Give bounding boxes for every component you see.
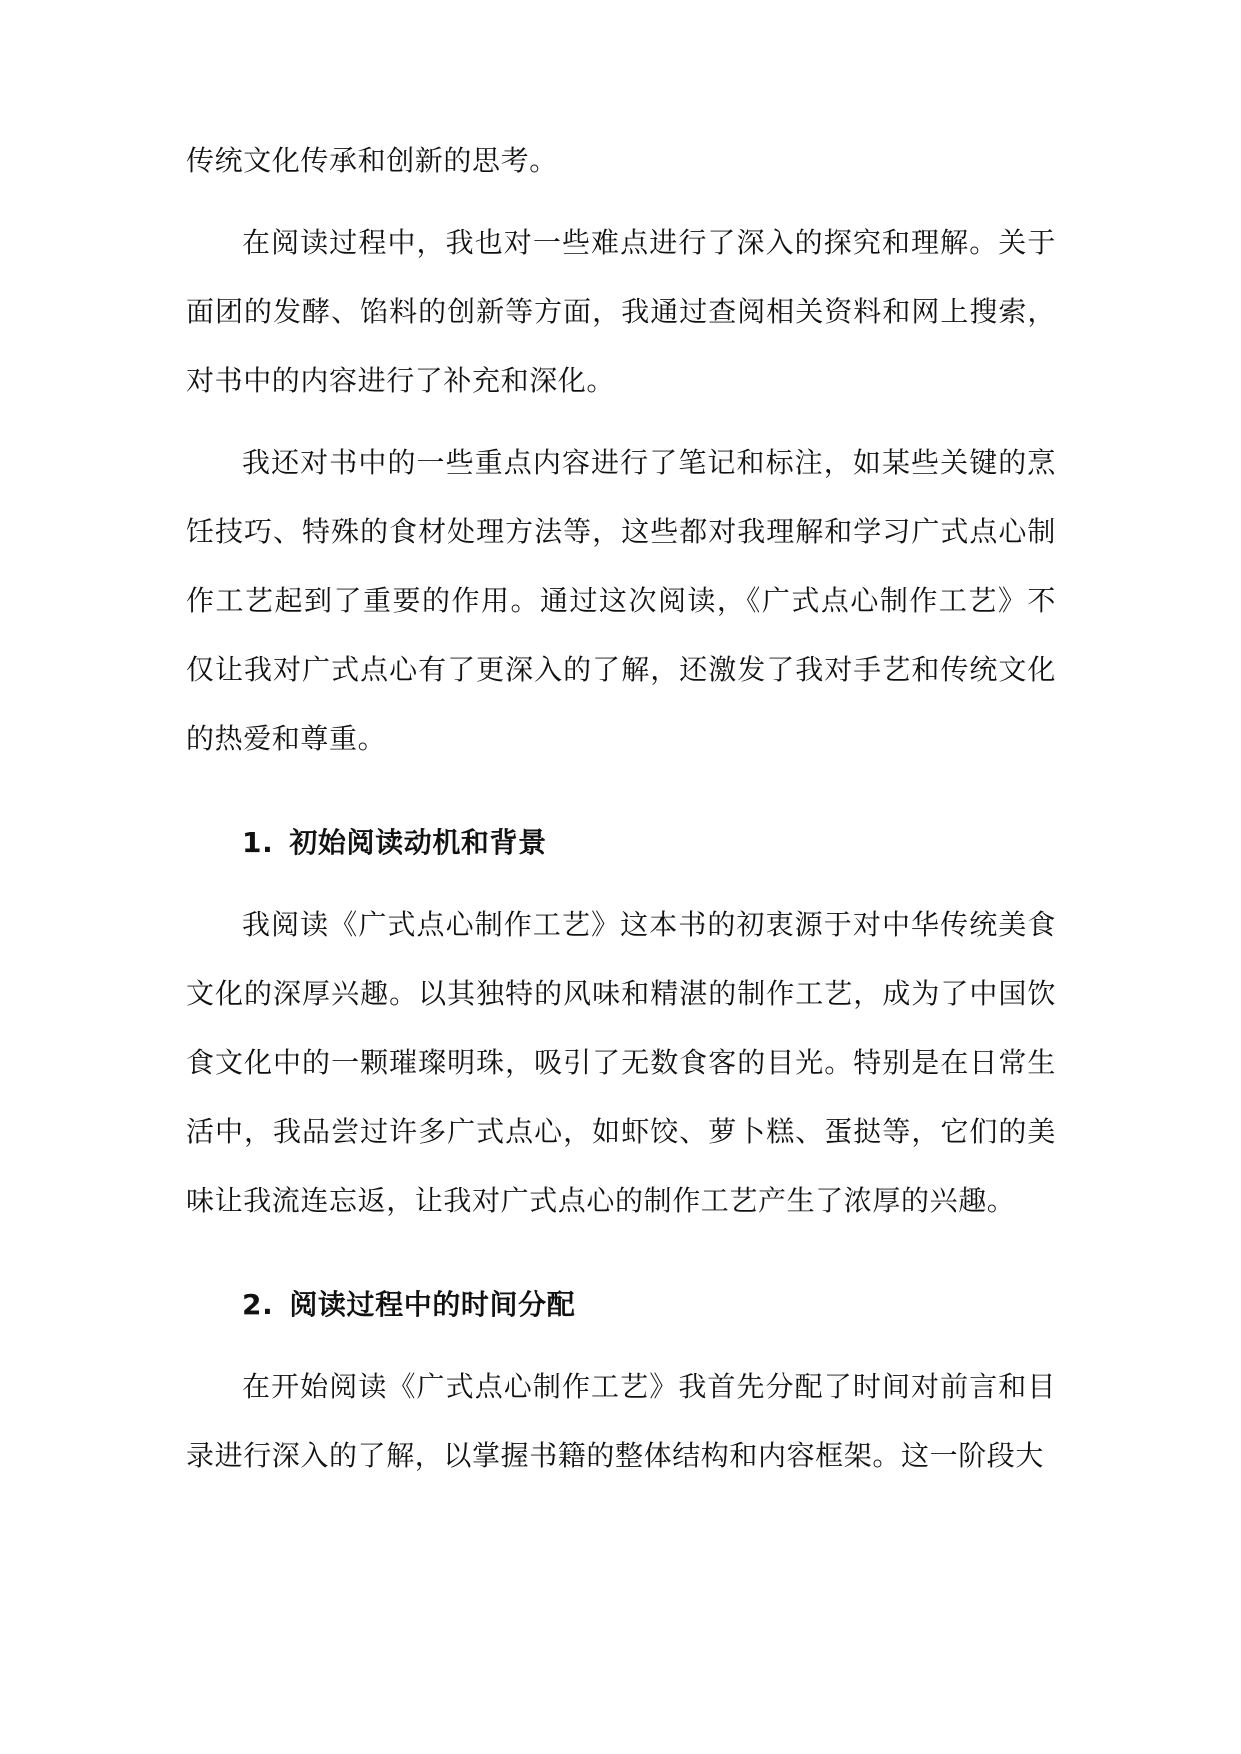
section-title: 阅读过程中的时间分配 [289, 1288, 576, 1321]
paragraph: 在开始阅读《广式点心制作工艺》我首先分配了时间对前言和目录进行深入的了解，以掌握书籍的整体结构和内容框架。这一阶段大 [186, 1370, 1056, 1472]
section-heading [186, 1270, 1056, 1339]
section-heading [186, 808, 1056, 877]
paragraph: 我还对书中的一些重点内容进行了笔记和标注，如某些关键的烹饪技巧、特殊的食材处理方法等，这些都对我理解和学习广式点心制作工艺起到了重要的作用。通过这次阅读，《广式点心制作工艺》不仅让我对广式点心有了更深入的了解，还激发了我对手艺和传统文化的热爱和尊重。 [186, 446, 1056, 755]
section-number: 2. [242, 1288, 274, 1321]
paragraph: 我阅读《广式点心制作工艺》这本书的初衷源于对中华传统美食文化的深厚兴趣。以其独特的风味和精湛的制作工艺，成为了中国饮食文化中的一颗璀璨明珠，吸引了无数食客的目光。特别是在日常生活中，我品尝过许多广式点心，如虾饺、萝卜糕、蛋挞等，它们的美味让我流连忘返，让我对广式点心的制作工艺产生了浓厚的兴趣。 [186, 908, 1056, 1217]
section-number: 1. [242, 826, 274, 859]
section-title: 初始阅读动机和背景 [289, 826, 547, 859]
document-body [186, 126, 1056, 1503]
paragraph-continuation: 传统文化传承和创新的思考。 [186, 144, 558, 177]
paragraph: 在阅读过程中，我也对一些难点进行了深入的探究和理解。关于面团的发酵、馅料的创新等方面，我通过查阅相关资料和网上搜索，对书中的内容进行了补充和深化。 [186, 226, 1056, 397]
